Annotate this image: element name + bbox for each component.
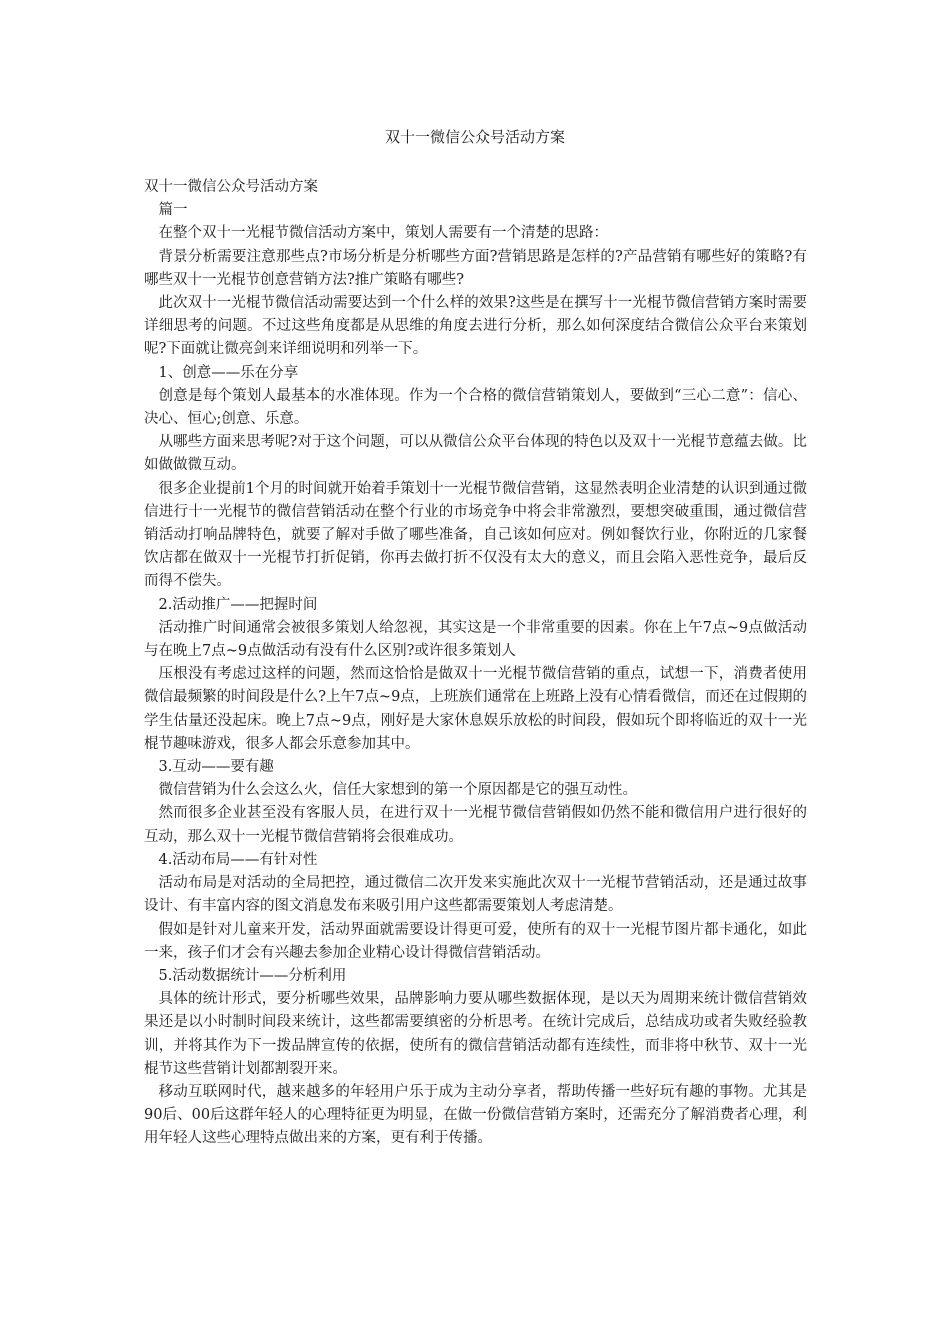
document-body [144, 176, 807, 1151]
paragraph: 移动互联网时代，越来越多的年轻用户乐于成为主动分享者，帮助传播一些好玩有趣的事物。尤其是90后、00后这群年轻人的心理特征更为明显，在做一份微信营销方案时，还需充分了解消费者心理，利用年轻人这些心理特点做出来的方案，更有利于传播。 [144, 1083, 807, 1147]
paragraph: 在整个双十一光棍节微信活动方案中，策划人需要有一个清楚的思路： [158, 225, 608, 242]
paragraph: 然而很多企业甚至没有客服人员，在进行双十一光棍节微信营销假如仍然不能和微信用户进行很好的互动，那么双十一光棍节微信营销将会很难成功。 [144, 805, 807, 845]
document-title: 双十一微信公众号活动方案 [384, 128, 565, 146]
paragraph: 具体的统计形式，要分析哪些效果，品牌影响力要从哪些数据体现，是以天为周期来统计微信营销效果还是以小时制时间段来统计，这些都需要缜密的分析思考。在统计完成后，总结成功或者失败经验教训，并将其作为下一拨品牌宣传的依据，使所有的微信营销活动都有连续性，而非将中秋节、双十一光棍节这些营销计划都割裂开来。 [144, 991, 807, 1077]
section-heading: 4.活动布局——有针对性 [158, 851, 318, 868]
paragraph: 双十一微信公众号活动方案 [144, 179, 318, 195]
section-heading: 1、创意——乐在分享 [158, 364, 299, 381]
paragraph: 从哪些方面来思考呢?对于这个问题，可以从微信公众平台体现的特色以及双十一光棍节意蕴去做。比如做做微互动。 [144, 434, 807, 474]
paragraph: 假如是针对儿童来开发，活动界面就需要设计得更可爱，使所有的双十一光棍节图片都卡通化，如此一来，孩子们才会有兴趣去参加企业精心设计得微信营销活动。 [144, 921, 807, 961]
paragraph: 创意是每个策划人最基本的水准体现。作为一个合格的微信营销策划人，要做到“三心二意”：信心、决心、恒心;创意、乐意。 [144, 387, 807, 428]
paragraph: 微信营销为什么会这么火，信任大家想到的第一个原因都是它的强互动性。 [158, 782, 637, 799]
paragraph: 压根没有考虑过这样的问题，然而这恰恰是做双十一光棍节微信营销的重点，试想一下，消费者使用微信最频繁的时间段是什么?上午7点~9点，上班族们通常在上班路上没有心情看微信，而还在过假期的学生估量还没起床。晚上7点~9点，刚好是大家休息娱乐放松的时间段，假如玩个即将临近的双十一光棍节趣味游戏，很多人都会乐意参加其中。 [144, 666, 807, 752]
section-heading: 3.互动——要有趣 [158, 759, 274, 776]
paragraph: 篇一 [158, 202, 188, 219]
paragraph: 活动推广时间通常会被很多策划人给忽视，其实这是一个非常重要的因素。你在上午7点~9点做活动与在晚上7点~9点做活动有没有什么区别?或许很多策划人 [144, 619, 807, 660]
section-heading: 5.活动数据统计——分析利用 [158, 967, 347, 984]
paragraph: 背景分析需要注意那些点?市场分析是分析哪些方面?营销思路是怎样的?产品营销有哪些好的策略?有哪些双十一光棍节创意营销方法?推广策略有哪些? [144, 248, 807, 288]
section-heading: 2.活动推广——把握时间 [158, 596, 318, 613]
paragraph: 此次双十一光棍节微信活动需要达到一个什么样的效果?这些是在撰写十一光棍节微信营销方案时需要详细思考的问题。不过这些角度都是从思维的角度去进行分析，那么如何深度结合微信公众平台来策划呢?下面就让微亮剑来详细说明和列举一下。 [144, 295, 807, 358]
paragraph: 很多企业提前1个月的时间就开始着手策划十一光棍节微信营销，这显然表明企业清楚的认识到通过微信进行十一光棍节的微信营销活动在整个行业的市场竞争中将会非常激烈，要想突破重围，通过微信营销活动打响品牌特色，就要了解对手做了哪些准备，自己该如何应对。例如餐饮行业，你附近的几家餐饮店都在做双十一光棍节打折促销，你再去做打折不仅没有太大的意义，而且会陷入恶性竞争，最后反而得不偿失。 [144, 480, 807, 590]
paragraph: 活动布局是对活动的全局把控，通过微信二次开发来实施此次双十一光棍节营销活动，还是通过故事设计、有丰富内容的图文消息发布来吸引用户这些都需要策划人考虑清楚。 [144, 875, 807, 915]
